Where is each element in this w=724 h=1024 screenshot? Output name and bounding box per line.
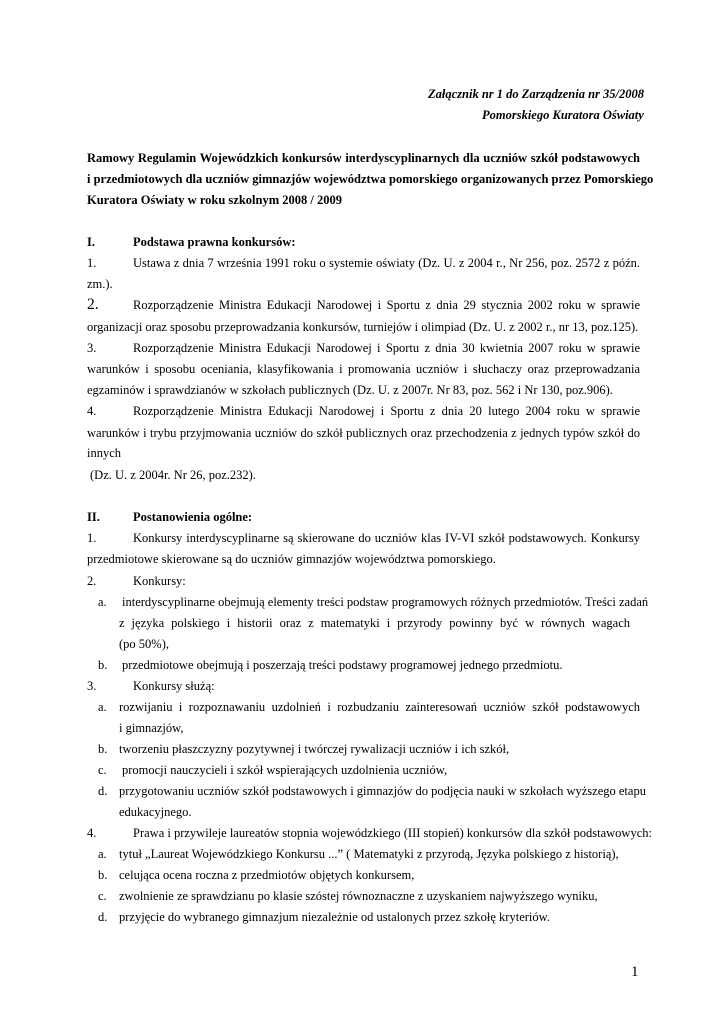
section-heading: Podstawa prawna konkursów: [133,235,296,249]
sublist-text: rozwijaniu i rozpoznawaniu uzdolnień i rozbudzaniu zainteresowań uczniów szkół podstawowych [119,700,640,714]
list-number: 2. [87,296,99,313]
sublist-text: celująca ocena roczna z przedmiotów objętych konkursem, [119,868,415,882]
sublist-letter: d. [98,910,108,924]
list-item-text: Rozporządzenie Ministra Edukacji Narodowej i Sportu z dnia 30 kwietnia 2007 roku w sprawie [133,341,640,355]
list-item-text: (Dz. U. z 2004r. Nr 26, poz.232). [90,468,256,482]
list-number: 1. [87,256,97,270]
list-item-text: organizacji oraz sposobu przeprowadzania konkursów, turniejów i olimpiad (Dz. U. z 2002 r., nr 13, poz.125). [87,320,639,334]
list-item-text: Konkursy: [133,574,186,588]
section-heading: Postanowienia ogólne: [133,510,253,524]
section-number: I. [87,235,95,249]
title-line: Ramowy Regulamin Wojewódzkich konkursów interdyscyplinarnych dla uczniów szkół podstawowych [87,151,640,165]
sublist-letter: c. [98,763,107,777]
sublist-text: interdyscyplinarne obejmują elementy treści podstaw programowych różnych przedmiotów. Treści zadań [122,595,649,609]
list-number: 2. [87,574,97,588]
list-number: 1. [87,531,97,545]
list-item-text: egzaminów i sprawdzianów w szkołach publicznych (Dz. U. z 2007r. Nr 83, poz. 562 i Nr 130, poz.906). [87,383,613,397]
list-item-text: innych [87,446,122,460]
sublist-letter: d. [98,784,108,798]
list-number: 3. [87,679,97,693]
sublist-letter: b. [98,742,108,756]
sublist-letter: a. [98,595,107,609]
list-item-text: Rozporządzenie Ministra Edukacji Narodowej i Sportu z dnia 20 lutego 2004 roku w sprawie [133,404,640,418]
sublist-text: i gimnazjów, [119,721,184,735]
sublist-letter: a. [98,700,107,714]
list-item-text: warunków i sposobu oceniania, klasyfikowania i promowania uczniów i słuchaczy oraz przeprowadzania [87,362,640,376]
list-item-text: Prawa i przywileje laureatów stopnia wojewódzkiego (III stopień) konkursów dla szkół podstawowych: [133,826,652,840]
list-item-text: warunków i trybu przyjmowania uczniów do szkół publicznych oraz przechodzenia z jednych typów szkół do [87,426,640,440]
list-number: 3. [87,341,97,355]
sublist-text: przygotowaniu uczniów szkół podstawowych i gimnazjów do podjęcia nauki w szkołach wyższego etapu [119,784,646,798]
issuer-line: Pomorskiego Kuratora Oświaty [482,108,644,122]
sublist-letter: b. [98,658,108,672]
attachment-line: Załącznik nr 1 do Zarządzenia nr 35/2008 [428,87,645,101]
sublist-text: przedmiotowe obejmują i poszerzają treści podstawy programowej jednego przedmiotu. [122,658,563,672]
sublist-text: przyjęcie do wybranego gimnazjum niezależnie od ustalonych przez szkołę kryteriów. [119,910,550,924]
list-item-text: Ustawa z dnia 7 września 1991 roku o systemie oświaty (Dz. U. z 2004 r., Nr 256, poz. 2572 z późn. [133,256,640,270]
list-item-text: Konkursy interdyscyplinarne są skierowane do uczniów klas IV-VI szkół podstawowych. Konkursy [133,531,640,545]
list-item-text: Konkursy służą: [133,679,215,693]
list-item-text: zm.). [87,277,113,291]
list-number: 4. [87,404,97,418]
sublist-letter: b. [98,868,108,882]
sublist-letter: c. [98,889,107,903]
list-item-text: przedmiotowe skierowane są do uczniów gimnazjów województwa pomorskiego. [87,552,496,566]
sublist-letter: a. [98,847,107,861]
sublist-text: (po 50%), [119,637,169,651]
list-number: 4. [87,826,97,840]
sublist-text: zwolnienie ze sprawdzianu po klasie szóstej równoznaczne z uzyskaniem najwyższego wyniku, [119,889,598,903]
title-line: Kuratora Oświaty w roku szkolnym 2008 / 2009 [87,193,342,207]
sublist-text: tytuł „Laureat Wojewódzkiego Konkursu ...” ( Matematyki z przyrodą, Języka polskiego z historią), [119,847,619,861]
title-line: i przedmiotowych dla uczniów gimnazjów województwa pomorskiego organizowanych przez Pomorskiego [87,172,654,186]
sublist-text: tworzeniu płaszczyzny pozytywnej i twórczej rywalizacji uczniów i ich szkół, [119,742,510,756]
section-number: II. [87,510,100,524]
sublist-text: promocji nauczycieli i szkół wspierających uzdolnienia uczniów, [122,763,448,777]
page-number: 1 [631,964,639,980]
list-item-text: Rozporządzenie Ministra Edukacji Narodowej i Sportu z dnia 29 stycznia 2002 roku w sprawie [133,298,640,312]
sublist-text: z języka polskiego i historii oraz z matematyki i przyrody powinny być w równych wagach [119,616,630,630]
sublist-text: edukacyjnego. [119,805,192,819]
